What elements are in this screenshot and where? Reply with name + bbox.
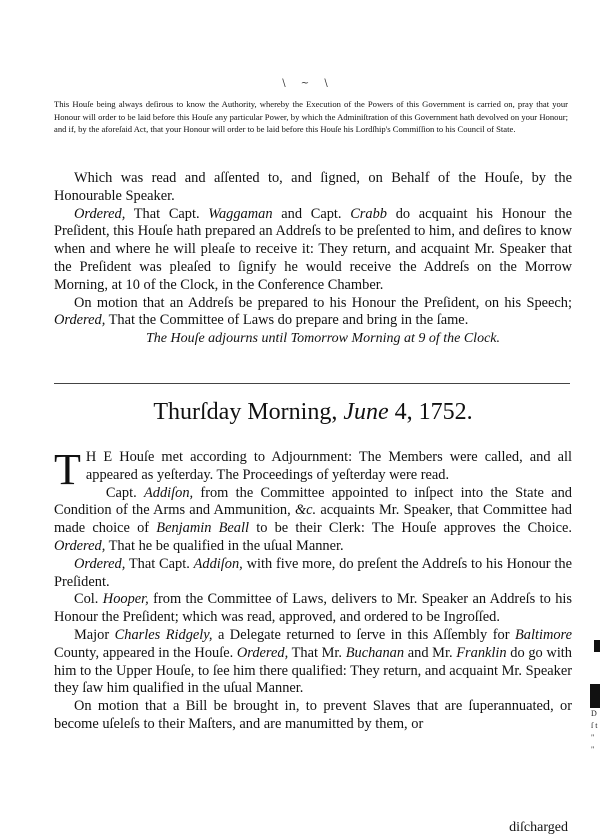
adjacent-page-text: D ſ t " " — [591, 709, 598, 754]
paragraph: Ordered, That Capt. Waggaman and Capt. Crabb do acquaint his Honour the Preſident, this Houſe hath prepared an Addreſs to be preſented to him, and deſires to know when and where he will pleaſe to receive it: They return, and acquaint Mr. Speaker that the Preſident was pleaſed to ſignify he would receive the Addreſs on the Morrow Morning, at 10 of the Clock, in the Conference Chamber. — [54, 205, 572, 293]
paragraph: Major Charles Ridgely, a Delegate returned to ſerve in this Aſſembly for Baltimore County, appeared in the Houſe. Ordered, That Mr. Buchanan and Mr. Franklin do go with him to the Upper Houſe, to ſee him there qualified: They return, and acquaint Mr. Speaker they ſaw him qualified in the uſual Manner. — [54, 626, 573, 697]
paragraph: Which was read and aſſented to, and ſigned, on Behalf of the Houſe, by the Honourable Speaker. — [54, 170, 572, 204]
date-year: 1752. — [418, 399, 473, 425]
ordered-label: Ordered, — [74, 555, 126, 572]
paragraph: On motion that an Addreſs be prepared to his Honour the Preſident, on his Speech; Ordered, That the Committee of Laws do prepare and bring in the ſame. — [54, 294, 572, 329]
paragraph: Ordered, That Capt. Addiſon, with five more, do preſent the Addreſs to his Honour the Preſident. — [54, 555, 572, 590]
paragraph: Capt. Addiſon, from the Committee appointed to inſpect into the State and Condition of the Arms and Ammunition, &c. acquaints Mr. Speaker, that Committee had made choice of Benjamin Beall to be their Clerk: The Houſe approves the Choice. Ordered, That he be qualified in the uſual Manner. — [54, 484, 573, 554]
document-page — [48, 0, 572, 838]
running-head: \ ~ \ — [282, 78, 334, 89]
day-label: Thurſday Morning, — [153, 399, 338, 425]
person-name: Crabb — [350, 205, 387, 222]
ordered-label: Ordered, — [236, 644, 289, 661]
paragraph: On motion that a Bill be brought in, to prevent Slaves that are ſuperannuated, or become uſeleſs to their Maſters, and are manumitted by them, or — [54, 698, 572, 732]
county-name: Baltimore — [514, 626, 572, 643]
paragraph: T H E Houſe met according to Adjournment: The Members were called, and all appeared as yeſterday. The Proceedings of yeſterday were read. — [54, 445, 572, 494]
day-heading — [48, 396, 578, 428]
person-name: Benjamin Beall — [156, 520, 249, 537]
catchword: diſcharged — [509, 820, 568, 835]
section-divider — [54, 383, 570, 384]
ordered-label: Ordered, — [74, 205, 126, 222]
person-name: Hooper, — [102, 591, 149, 608]
person-name: Buchanan — [345, 644, 405, 661]
date-day: 4, — [394, 399, 413, 425]
date-month: June — [343, 399, 389, 425]
person-name: Addiſon, — [143, 484, 194, 501]
section-proceedings — [54, 170, 572, 348]
person-name: Charles Ridgely, — [114, 626, 213, 643]
ordered-label: Ordered, — [54, 312, 106, 329]
person-name: Waggaman — [208, 205, 273, 222]
paragraph: Col. Hooper, from the Committee of Laws, delivers to Mr. Speaker an Addreſs to his Honour the Preſident; which was read, approved, and ordered to be Ingroſſed. — [54, 591, 572, 626]
section-thursday — [54, 445, 573, 734]
drop-cap: T — [54, 445, 81, 494]
adjacent-page-fragment — [590, 684, 600, 708]
adjacent-page-fragment — [594, 640, 600, 652]
adjournment-line: The Houſe adjourns until Tomorrow Morning at 9 of the Clock. — [145, 331, 501, 347]
person-name: Franklin — [456, 644, 507, 661]
person-name: Addiſon, — [193, 555, 243, 572]
ordered-label: Ordered, — [54, 537, 106, 554]
address-notice: This Houſe being always deſirous to know the Authority, whereby the Execution of the Powers of this Government is carried on, pray that your Honour will order to be laid before this Houſe any particular Power, by which the Adminiſtration of this Government hath devolved on your Honour; and if, by the aforeſaid Act, that your Honour will order to be laid before this Houſe his Lordſhip's Commiſſion to his Council of State. — [54, 99, 568, 134]
